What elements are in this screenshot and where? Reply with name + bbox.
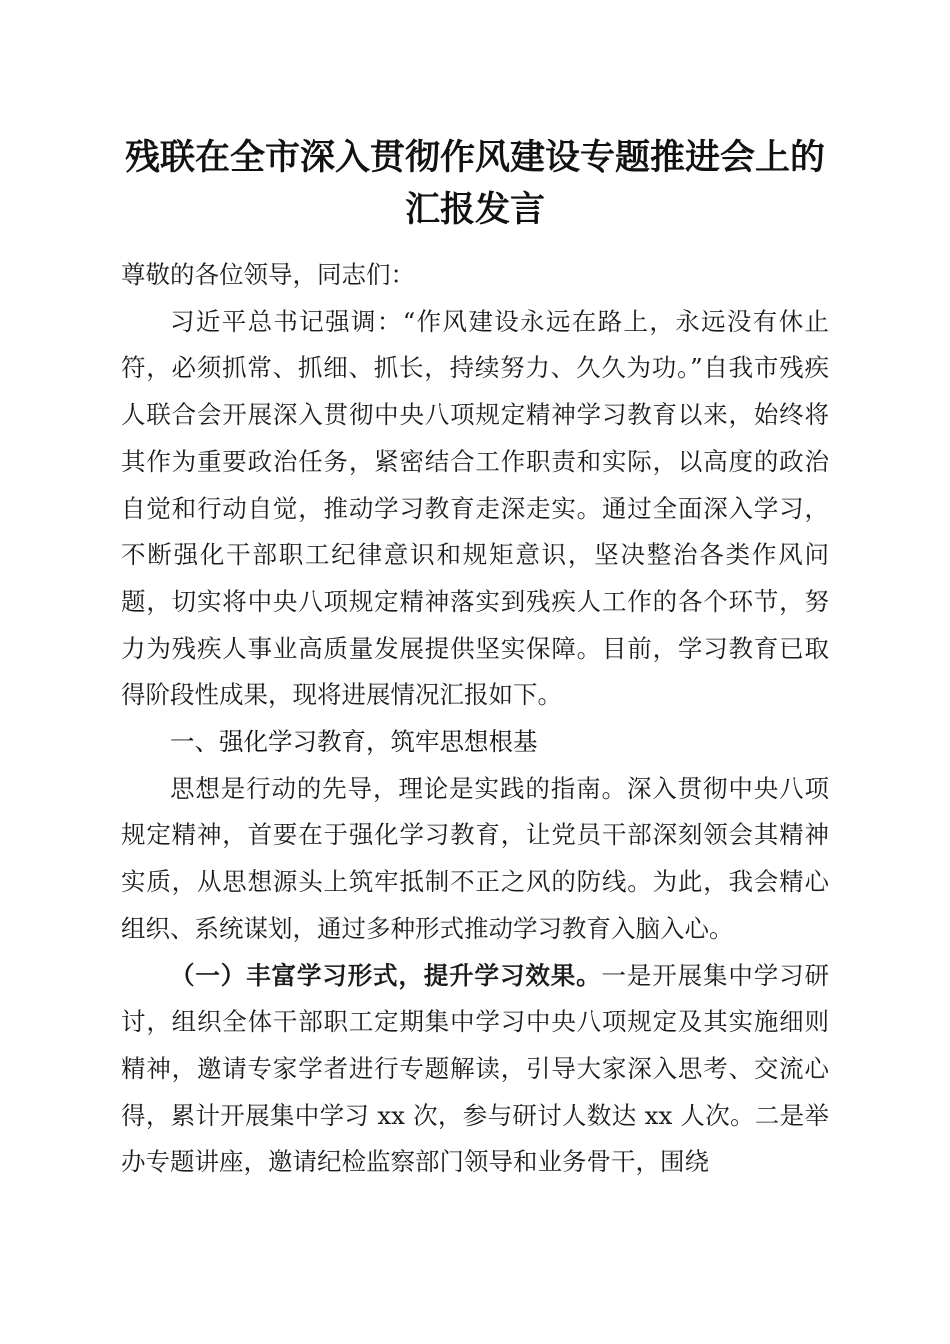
salutation: 尊敬的各位领导，同志们： (121, 260, 415, 289)
section-1-heading: 一、强化学习教育，筑牢思想根基 (170, 727, 538, 757)
subsection-1-lead: （一）丰富学习形式，提升学习效果。 (170, 960, 602, 990)
document-title (100, 132, 850, 236)
document-title-line-2: 汇报发言 (404, 189, 545, 230)
document-body (121, 252, 829, 1186)
intro-paragraph: 习近平总书记强调：“作风建设永远在路上，永远没有休止符，必须抓常、抓细、抓长，持续努力、久久为功。”自我市残疾人联合会开展深入贯彻中央八项规定精神学习教育以来，始终将其作为重要政治任务，紧密结合工作职责和实际，以高度的政治自觉和行动自觉，推动学习教育走深走实。通过全面深入学习，不断强化干部职工纪律意识和规矩意识，坚决整治各类作风问题，切实将中央八项规定精神落实到残疾人工作的各个环节，努力为残疾人事业高质量发展提供坚实保障。目前，学习教育已取得阶段性成果，现将进展情况汇报如下。 (121, 306, 829, 710)
subsection-1-paragraph (121, 953, 829, 1187)
document-title-line-1: 残联在全市深入贯彻作风建设专题推进会上的 (124, 137, 825, 178)
subsection-1-text: 一是开展集中学习研讨，组织全体干部职工定期集中学习中央八项规定及其实施细则精神，邀请专家学者进行专题解读，引导大家深入思考、交流心得，累计开展集中学习 xx 次，参与研讨人数达 xx 人次。二是举办专题讲座，邀请纪检监察部门领导和业务骨干，围绕 (121, 960, 830, 1177)
section-1-paragraph: 思想是行动的先导，理论是实践的指南。深入贯彻中央八项规定精神，首要在于强化学习教育，让党员干部深刻领会其精神实质，从思想源头上筑牢抵制不正之风的防线。为此，我会精心组织、系统谋划，通过多种形式推动学习教育入脑入心。 (121, 773, 829, 943)
